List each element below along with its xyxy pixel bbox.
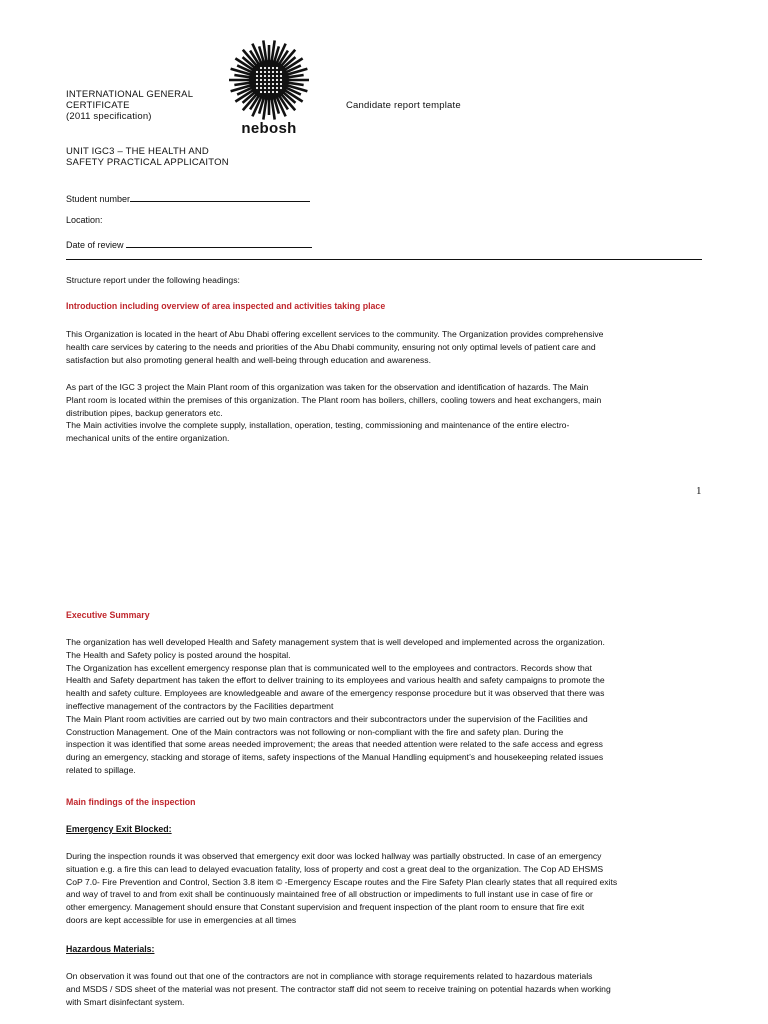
logo-dot [276, 83, 278, 85]
text-line: Plant room is located within the premises of this organization. The Plant room has boilers, chillers, cooling towers and heat exchangers, main [66, 394, 602, 405]
structure-line: Structure report under the following headings: [66, 275, 240, 285]
certificate-line-3: (2011 specification) [66, 111, 152, 122]
template-label: Candidate report template [346, 100, 461, 111]
text-line: The Main Plant room activities are carried out by two main contractors and their subcontractors under the supervision of the Facilities and [66, 713, 588, 724]
logo-dot [280, 83, 282, 85]
logo-dot [260, 79, 262, 81]
logo-dot [276, 71, 278, 73]
text-line: health care services by catering to the needs and priorities of the Abu Dhabi community, ensuring not only optimal levels of patient care and [66, 341, 596, 352]
logo-dot [276, 87, 278, 89]
emergency-exit-heading: Emergency Exit Blocked: [66, 824, 172, 834]
text-line: This Organization is located in the heart of Abu Dhabi offering excellent services to the community. The Organization provides comprehensive [66, 329, 604, 339]
nebosh-sunburst-icon [229, 38, 309, 122]
certificate-title [66, 89, 193, 122]
logo-ray [287, 75, 304, 77]
unit-line-1: UNIT IGC3 – THE HEALTH AND [66, 146, 209, 157]
page-number: 1 [696, 485, 702, 497]
location-field[interactable] [66, 215, 103, 225]
header-divider [66, 259, 702, 260]
logo-dot [272, 87, 274, 89]
logo-ray [234, 75, 251, 77]
main-findings-heading: Main findings of the inspection [66, 797, 196, 807]
logo-dot [280, 75, 282, 77]
logo-dot [260, 83, 262, 85]
text-line: distribution pipes, backup generators etc. [66, 407, 223, 418]
text-line: The Health and Safety policy is posted around the hospital. [66, 649, 291, 660]
intro-paragraph-1 [66, 328, 706, 366]
logo-ray [234, 83, 251, 85]
text-line: CoP 7.0- Fire Prevention and Control, Section 3.8 item © -Emergency Escape routes and the Fire Safety Plan clearly states that all required exits [66, 876, 618, 887]
logo-dot [268, 75, 270, 77]
logo-dot [268, 91, 270, 93]
student-number-field[interactable] [66, 192, 310, 204]
hazardous-materials-body [66, 970, 706, 1008]
unit-line-2: SAFETY PRACTICAL APPLICAITON [66, 157, 229, 168]
text-line: health and safety culture. Employees are knowledgeable and aware of the emergency response procedure but it was observed that there was [66, 688, 605, 699]
text-line: The Organization has excellent emergency response plan that is communicated well to the employees and contractors. Records show that [66, 662, 592, 673]
intro-heading: Introduction including overview of area inspected and activities taking place [66, 301, 386, 311]
logo-dot [272, 83, 274, 85]
logo-dot [260, 91, 262, 93]
hazardous-materials-heading: Hazardous Materials: [66, 944, 155, 954]
text-line: Health and Safety department has taken the effort to deliver training to its employees and various health and safety campaigns to promote the [66, 675, 605, 686]
date-of-review-field[interactable] [66, 238, 312, 250]
logo-dot [268, 71, 270, 73]
executive-summary-heading: Executive Summary [66, 610, 150, 620]
text-line: doors are kept accessible for use in emergencies at all times [66, 914, 297, 925]
logo-dot [256, 83, 258, 85]
date-of-review-label: Date of review [66, 240, 124, 250]
logo-dot [280, 87, 282, 89]
student-number-label: Student number [66, 194, 131, 204]
text-line: related to spillage. [66, 764, 136, 775]
text-line: ineffective management of the contractors by the Facilities department [66, 700, 334, 711]
logo-dot [280, 79, 282, 81]
logo-dot [280, 71, 282, 73]
logo-dot [264, 79, 266, 81]
location-label: Location: [66, 215, 103, 225]
text-line: situation e.g. a fire this can lead to delayed evacuation fatality, loss of property and cost a great deal to the organization. The Cop AD EHSMS [66, 863, 604, 874]
certificate-line-2: CERTIFICATE [66, 100, 130, 111]
logo-dot [256, 75, 258, 77]
logo-dot [272, 79, 274, 81]
date-of-review-line[interactable] [126, 238, 312, 248]
logo-dot [260, 67, 262, 69]
text-line: The organization has well developed Health and Safety management system that is well developed and implemented across the organization. [66, 637, 605, 647]
logo-dot [264, 87, 266, 89]
logo-dot [264, 71, 266, 73]
logo-dot [260, 75, 262, 77]
logo-dot [256, 79, 258, 81]
logo-dot [276, 75, 278, 77]
logo-dot [256, 71, 258, 73]
certificate-line-1: INTERNATIONAL GENERAL [66, 89, 194, 100]
logo-dot [276, 79, 278, 81]
logo-dot [268, 79, 270, 81]
emergency-exit-body [66, 850, 706, 927]
logo-dot [256, 87, 258, 89]
text-line: mechanical units of the entire organization. [66, 433, 230, 444]
text-line: and way of travel to and from exit shall be continuously maintained free of all obstruction or impediments to full instant use in case of fire or [66, 889, 593, 900]
logo-dot [264, 75, 266, 77]
executive-summary-body [66, 636, 706, 777]
logo-dot [260, 87, 262, 89]
text-line: and MSDS / SDS sheet of the material was not present. The contractor staff did not seem to receive training on potential hazards when working [66, 983, 611, 994]
unit-title [66, 146, 229, 168]
logo-ray [287, 83, 304, 85]
logo-dot [272, 91, 274, 93]
text-line: with Smart disinfectant system. [66, 996, 185, 1007]
text-line: As part of the IGC 3 project the Main Plant room of this organization was taken for the observation and identification of hazards. The Main [66, 382, 589, 392]
text-line: During the inspection rounds it was observed that emergency exit door was locked hallway was partially obstructed. In case of an emergency [66, 851, 602, 861]
intro-paragraph-2 [66, 381, 706, 445]
text-line: On observation it was found out that one of the contractors are not in compliance with storage requirements related to hazardous materials [66, 971, 593, 981]
logo-dot [264, 91, 266, 93]
text-line: during an emergency, stacking and storage of items, safety inspections of the Manual Handling equipment’s and housekeeping related issues [66, 752, 604, 763]
nebosh-logo [229, 38, 309, 138]
logo-dot [260, 71, 262, 73]
logo-dot [268, 87, 270, 89]
nebosh-logo-text: nebosh [241, 120, 297, 137]
text-line: other emergency. Management should ensure that Constant supervision and frequent inspection of the plant room to ensure that fire exit [66, 902, 585, 913]
text-line: satisfaction but also promoting general health and well-being through education and awareness. [66, 354, 431, 365]
text-line: The Main activities involve the complete supply, installation, operation, testing, commissioning and maintenance of the entire electro- [66, 420, 570, 431]
logo-dot [276, 91, 278, 93]
logo-dot [272, 67, 274, 69]
logo-dot [264, 83, 266, 85]
logo-dot [268, 67, 270, 69]
student-number-line[interactable] [130, 192, 310, 202]
logo-dot [268, 83, 270, 85]
logo-dot [276, 67, 278, 69]
logo-dot [264, 67, 266, 69]
text-line: Construction Management. One of the Main contractors was not following or non-compliant with the fire and safety plan. During the [66, 726, 564, 737]
text-line: inspection it was identified that some areas needed improvement; the areas that needed attention were related to the safe access and egress [66, 739, 603, 750]
logo-dot [272, 75, 274, 77]
logo-dot [272, 71, 274, 73]
